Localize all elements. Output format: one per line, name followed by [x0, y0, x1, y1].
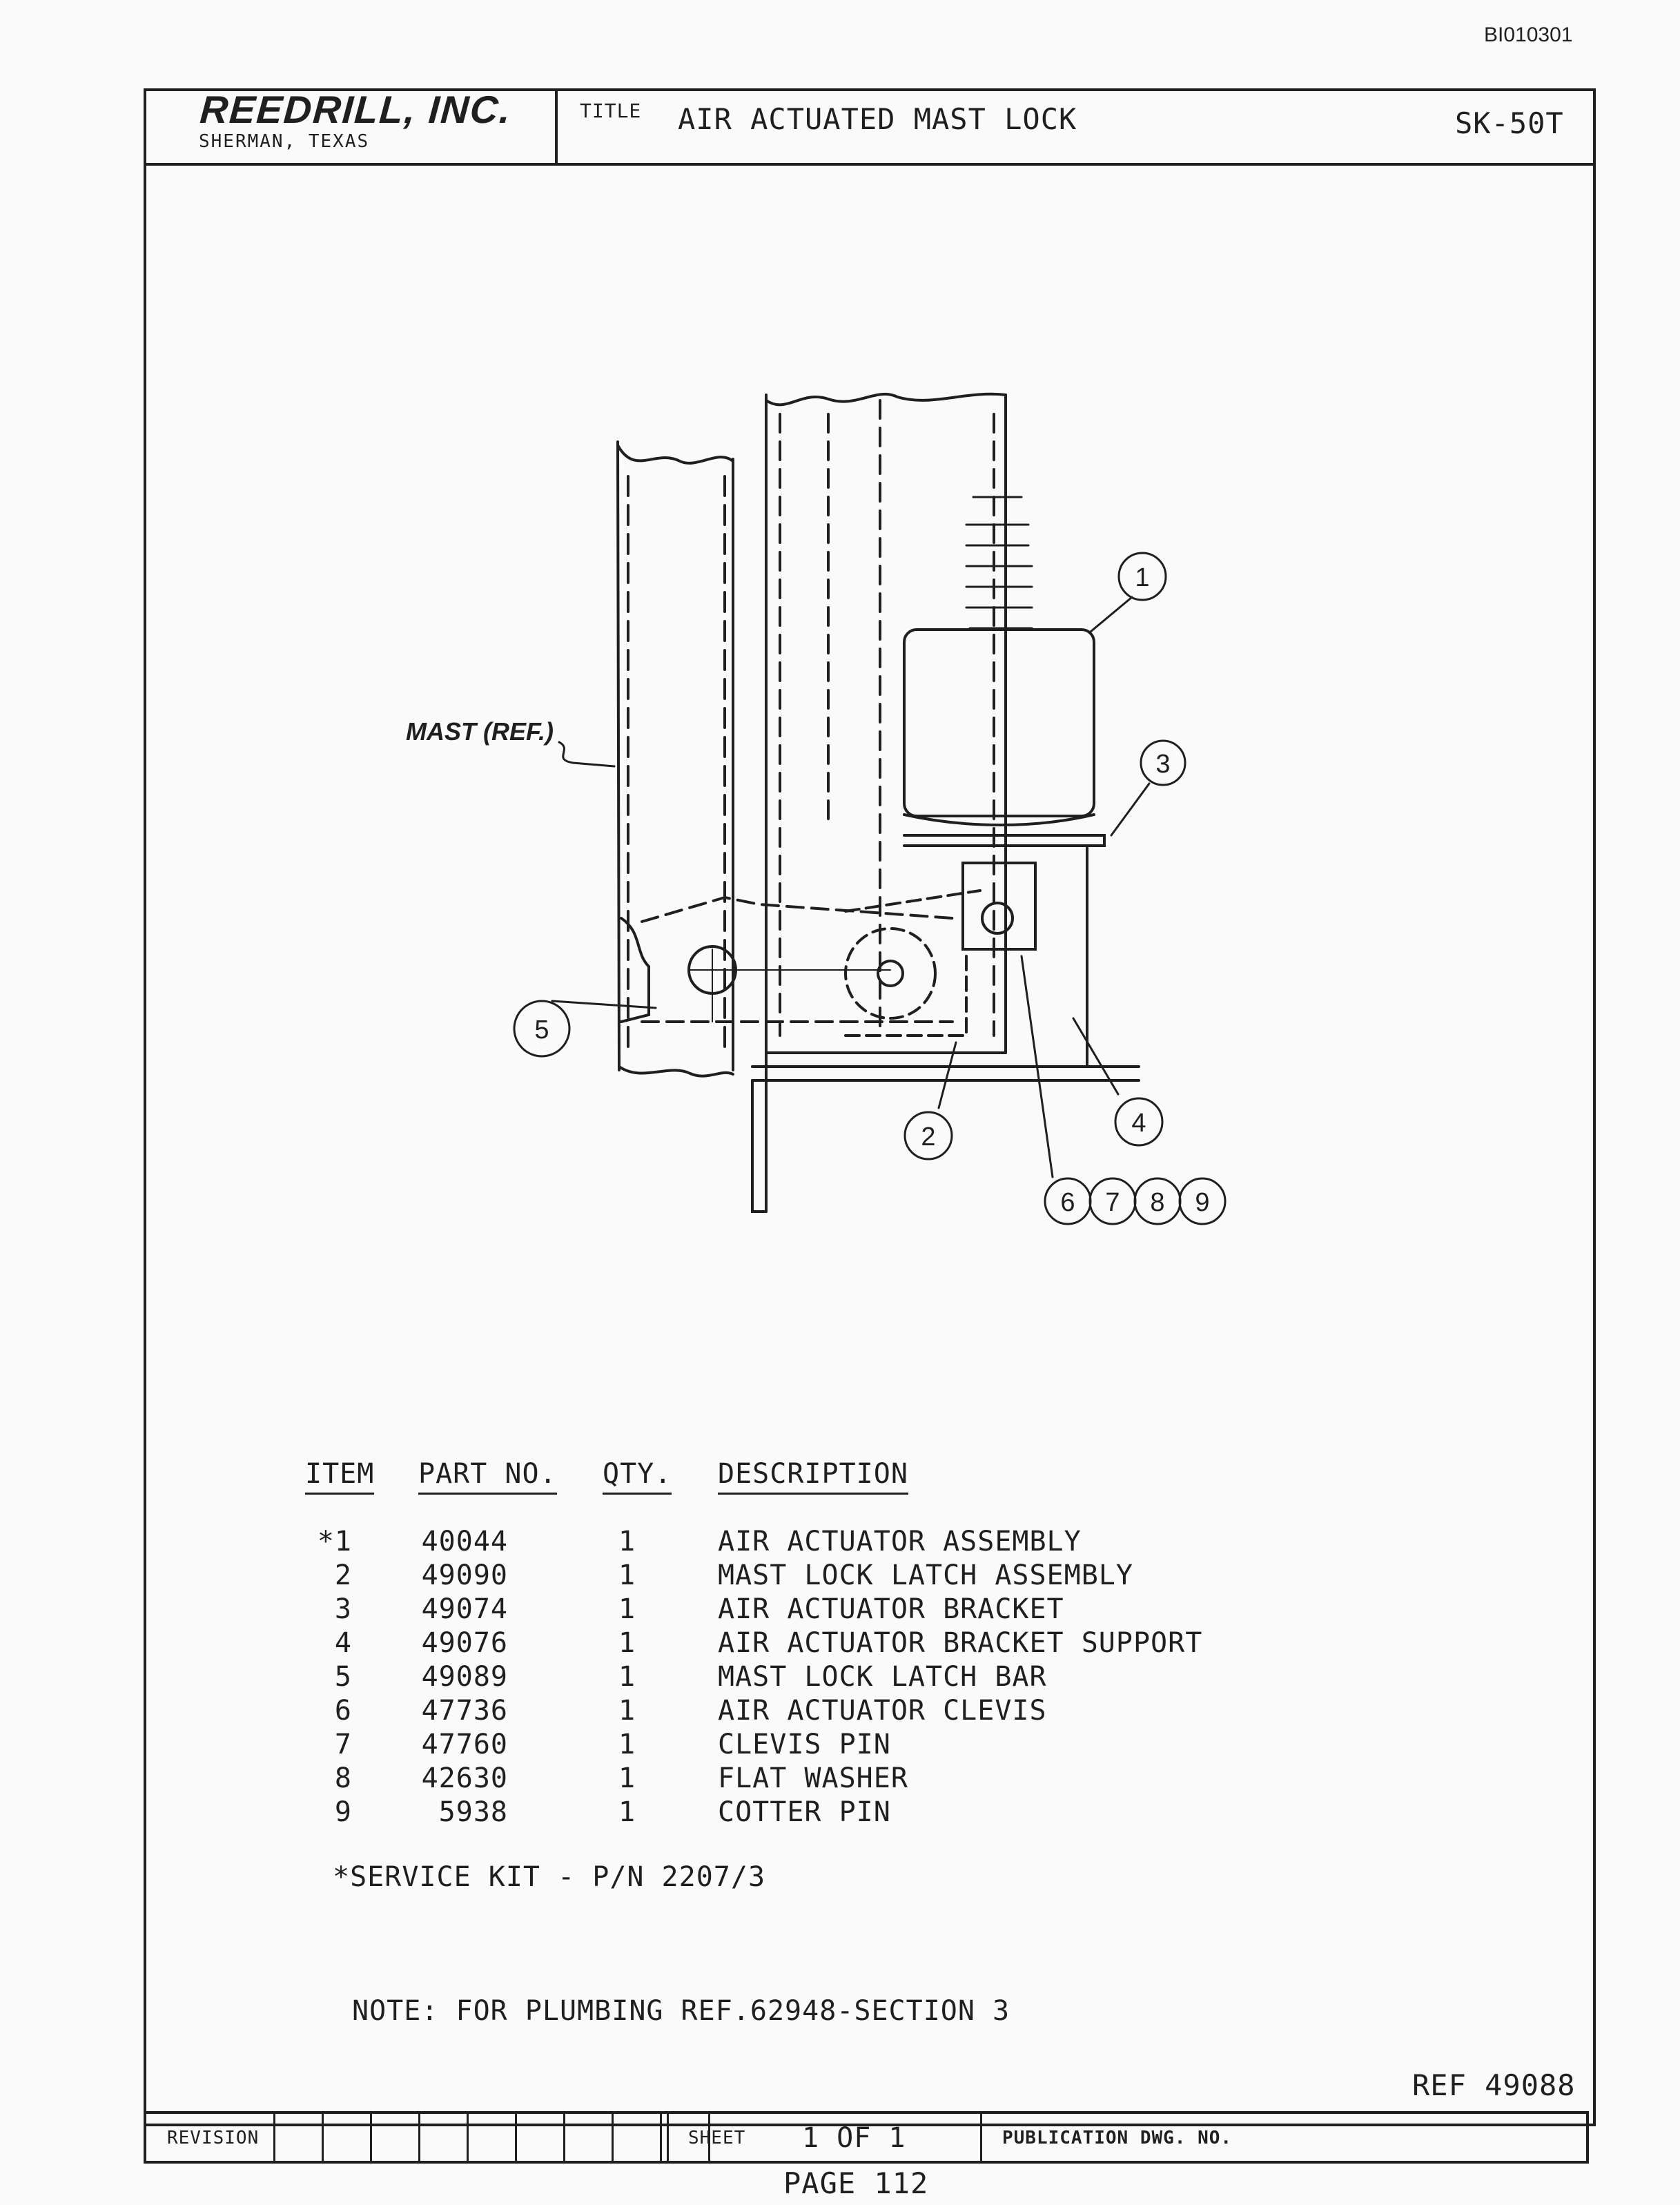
item-number: 6 — [334, 1695, 352, 1727]
publication-label: PUBLICATION DWG. NO. — [1002, 2128, 1233, 2148]
part-number: 5938 — [438, 1796, 508, 1828]
mast-top-break — [618, 445, 733, 463]
description: COTTER PIN — [718, 1796, 891, 1828]
company-location: SHERMAN, TEXAS — [199, 131, 370, 152]
quantity: 1 — [618, 1796, 636, 1828]
service-kit-note: *SERVICE KIT - P/N 2207/3 — [333, 1861, 766, 1893]
table-row — [297, 1695, 1047, 1729]
page-number: PAGE 112 — [783, 2166, 929, 2200]
company-name: REEDRILL, INC. — [198, 88, 514, 131]
description: FLAT WASHER — [718, 1762, 908, 1794]
table-row — [297, 1526, 1082, 1560]
part-number: 40044 — [421, 1526, 508, 1557]
header-description: DESCRIPTION — [718, 1458, 908, 1495]
revision-cell — [660, 2114, 662, 2161]
revision-cell — [273, 2114, 275, 2161]
sheet-divider — [667, 2114, 669, 2161]
table-row — [297, 1560, 1133, 1593]
description: AIR ACTUATOR BRACKET — [718, 1593, 1064, 1625]
part-number: 49090 — [421, 1560, 508, 1591]
table-row — [297, 1762, 908, 1796]
sheet-label: SHEET — [688, 2128, 746, 2148]
reference-number: REF 49088 — [1412, 2068, 1576, 2102]
part-number: 49089 — [421, 1661, 508, 1693]
quantity: 1 — [618, 1627, 636, 1659]
revision-cell — [612, 2114, 614, 2161]
mast-bottom-break — [619, 1067, 733, 1076]
description: MAST LOCK LATCH BAR — [718, 1661, 1047, 1693]
callout-3: 3 — [1155, 750, 1171, 779]
revision-strip — [144, 2111, 1589, 2164]
description: CLEVIS PIN — [718, 1729, 891, 1760]
header-part-no: PART NO. — [418, 1458, 557, 1495]
drawing-title: AIR ACTUATED MAST LOCK — [678, 102, 1077, 136]
item-number: 8 — [334, 1762, 352, 1794]
latch-hub — [846, 929, 935, 1018]
description: AIR ACTUATOR CLEVIS — [718, 1695, 1047, 1727]
item-number: 4 — [334, 1627, 352, 1659]
callout-2: 2 — [921, 1123, 936, 1152]
parts-list — [297, 1526, 1203, 1830]
revision-cell — [322, 2114, 324, 2161]
drawing-number: SK-50T — [1455, 106, 1564, 140]
title-block-divider — [555, 91, 558, 164]
title-label: TITLE — [580, 99, 642, 122]
mast-left-wall — [618, 442, 619, 1070]
revision-cell — [467, 2114, 469, 2161]
actuator-bellows — [966, 497, 1032, 628]
item-number: 7 — [334, 1729, 352, 1760]
quantity: 1 — [618, 1729, 636, 1760]
actuator-body — [904, 630, 1094, 816]
sheet-value: 1 OF 1 — [802, 2122, 906, 2154]
callout-1: 1 — [1135, 563, 1150, 592]
publication-divider — [980, 2114, 982, 2161]
quantity: 1 — [618, 1526, 636, 1557]
callout-5: 5 — [534, 1016, 549, 1045]
callout-circles — [514, 553, 1225, 1224]
description: MAST LOCK LATCH ASSEMBLY — [718, 1560, 1133, 1591]
frame-top-break — [766, 394, 1006, 405]
revision-label: REVISION — [167, 2128, 260, 2148]
quantity: 1 — [618, 1695, 636, 1727]
latch-dashed-outline — [642, 897, 953, 1022]
part-number: 49076 — [421, 1627, 508, 1659]
item-number: 3 — [334, 1593, 352, 1625]
revision-cell — [515, 2114, 517, 2161]
quantity: 1 — [618, 1762, 636, 1794]
table-row — [297, 1796, 891, 1830]
header-qty: QTY. — [603, 1458, 672, 1495]
table-row — [297, 1729, 891, 1762]
callout-9: 9 — [1195, 1188, 1210, 1217]
quantity: 1 — [618, 1560, 636, 1591]
plumbing-note: NOTE: FOR PLUMBING REF.62948-SECTION 3 — [352, 1995, 1010, 2027]
part-number: 49074 — [421, 1593, 508, 1625]
mast-label: MAST (REF.) — [406, 717, 554, 746]
quantity: 1 — [618, 1661, 636, 1693]
callout-7: 7 — [1105, 1188, 1120, 1217]
document-id: BI010301 — [1484, 23, 1573, 46]
header-item: ITEM — [305, 1458, 374, 1495]
mast-lock-drawing — [387, 373, 1256, 1243]
quantity: 1 — [618, 1593, 636, 1625]
callout-8: 8 — [1150, 1188, 1165, 1217]
clevis — [963, 863, 1035, 949]
part-number: 47760 — [421, 1729, 508, 1760]
item-number: 5 — [334, 1661, 352, 1693]
callout-6: 6 — [1060, 1188, 1075, 1217]
revision-cell — [418, 2114, 420, 2161]
description: AIR ACTUATOR ASSEMBLY — [718, 1526, 1082, 1557]
description: AIR ACTUATOR BRACKET SUPPORT — [718, 1627, 1203, 1659]
table-row — [297, 1661, 1047, 1695]
callout-4: 4 — [1131, 1109, 1146, 1138]
revision-cell — [563, 2114, 565, 2161]
table-row — [297, 1627, 1203, 1661]
revision-cell — [370, 2114, 372, 2161]
table-row — [297, 1593, 1064, 1627]
item-number: 2 — [334, 1560, 352, 1591]
part-number: 47736 — [421, 1695, 508, 1727]
item-number: *1 — [317, 1526, 352, 1557]
item-number: 9 — [334, 1796, 352, 1828]
part-number: 42630 — [421, 1762, 508, 1794]
